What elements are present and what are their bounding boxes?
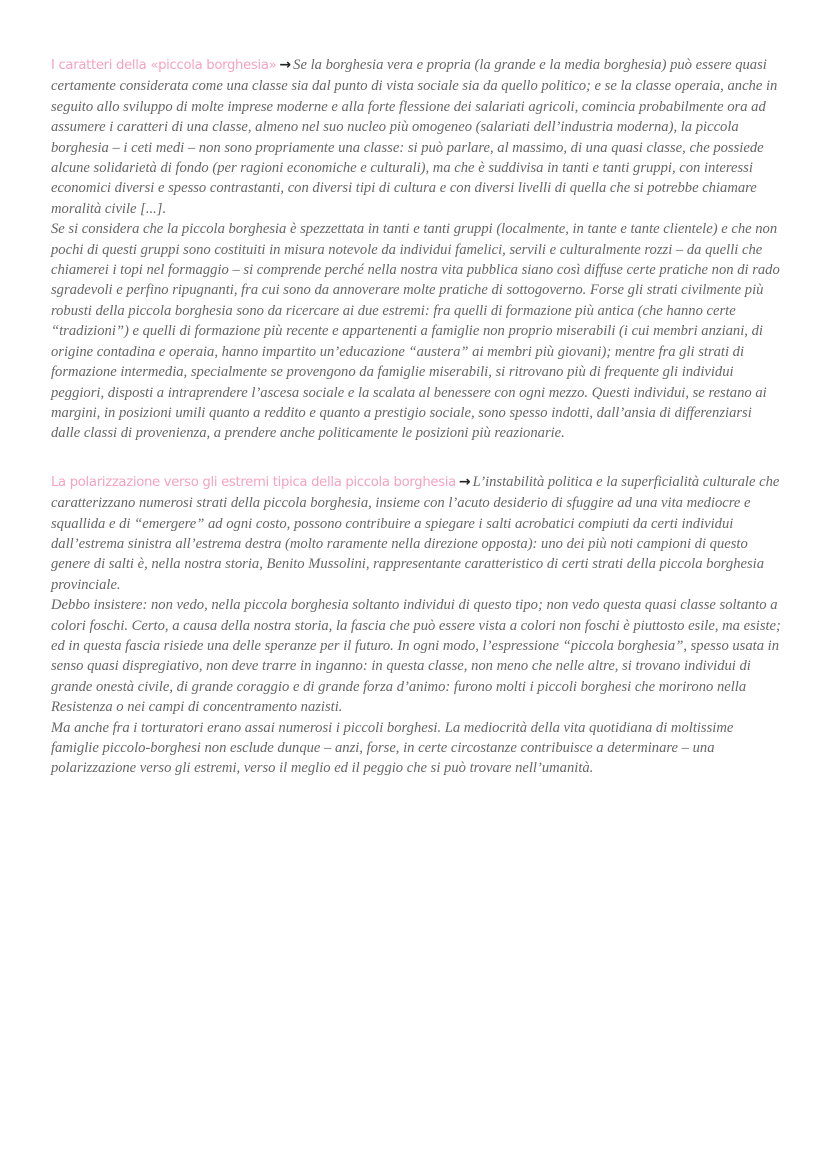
section-heading: I caratteri della «piccola borghesia»	[51, 58, 277, 73]
section-1-paragraph-2: Se si considera che la piccola borghesia è spezzettata in tanti e tanti gruppi (localmente, in tante e tante clientele) e che non pochi di questi gruppi sono costituiti in misura notevole da individui famelici, servili e culturalmente rozzi – da quelli che chiamerei i topi nel formaggio – si comprende perché nella nostra vita pubblica siano così diffuse certe pratiche non di rado sgradevoli e perfino ripugnanti, fra cui sono da annoverare molte pratiche di sottogoverno. Forse gli strati civilmente più robusti della piccola borghesia sono da ricercare ai due estremi: fra quelli di formazione più antica (che hanno certe “tradizioni”) e quelli di formazione più recente e appartenenti a famiglie non proprio miserabili (i cui membri anziani, di origine contadina e operaia, hanno impartito un’educazione “austera” ai membri più giovani); mentre fra gli strati di formazione intermedia, specialmente se provengono da famiglie miserabili, si ritrovano più di frequente gli individui peggiori, disposti a intraprendere l’ascesa sociale e la scalata al benessere con ogni mezzo. Questi individui, se restano ai margini, in posizioni umili quanto a reddito e quanto a prestigio sociale, sono spesso indotti, dall’ansia di differenziarsi dalle classi di provenienza, a prendere anche politicamente le posizioni più reazionarie.	[51, 221, 780, 442]
arrow-right-icon: →	[279, 57, 292, 73]
paragraph-text: L’instabilità politica e la superficialità culturale che caratterizzano numerosi strati della piccola borghesia, insieme con l’acuto desiderio di sfuggire ad una vita mediocre e squallida e di “emergere” ad ogni costo, possono contribuire a spiegare i salti acrobatici compiuti da certi individui dall’estrema sinistra all’estrema destra (molto raramente nella direzione opposta): uno dei più noti campioni di questo genere di salti è, nella nostra storia, Benito Mussolini, rappresentante caratteristico di certi strati della piccola borghesia provinciale.	[51, 473, 780, 593]
document-page	[51, 55, 781, 779]
arrow-right-icon: →	[458, 473, 471, 490]
section-1-paragraph-1	[51, 55, 781, 219]
section-piccola-borghesia	[51, 55, 781, 444]
section-2-paragraph-1	[51, 472, 781, 595]
section-2-paragraph-3: Ma anche fra i torturatori erano assai numerosi i piccoli borghesi. La mediocrità della vita quotidiana di moltissime famiglie piccolo-borghesi non esclude dunque – anzi, forse, in certe circostanze contribuisce a determinare – una polarizzazione verso gli estremi, verso il meglio ed il peggio che si può trovare nell’umanità.	[51, 719, 734, 777]
section-polarizzazione	[51, 472, 781, 779]
section-2-paragraph-2: Debbo insistere: non vedo, nella piccola borghesia soltanto individui di questo tipo; non vedo questa quasi classe soltanto a colori foschi. Certo, a causa della nostra storia, la fascia che può essere vista a colori non foschi è piuttosto esile, ma esiste; ed in questa fascia risiede una delle speranze per il futuro. In ogni modo, l’espressione “piccola borghesia”, spesso usata in senso quasi dispregiativo, non deve trarre in inganno: in questa classe, non meno che nelle altre, si trovano individui di grande onestà civile, di grande coraggio e di grande forza d’animo: furono molti i piccoli borghesi che morirono nella Resistenza o nei campi di concentramento nazisti.	[51, 597, 781, 716]
section-heading: La polarizzazione verso gli estremi tipica della piccola borghesia	[51, 474, 456, 490]
paragraph-text: Se la borghesia vera e propria (la grande e la media borghesia) può essere quasi certamente considerata come una classe sia dal punto di vista sociale sia da quello politico; e se la classe operaia, anche in seguito allo sviluppo di molte imprese moderne e alla forte flessione dei salariati agricoli, comincia probabilmente ora ad assumere i caratteri di una classe, almeno nel suo nucleo più omogeneo (salariati dell’industria moderna), la piccola borghesia – i ceti medi – non sono propriamente una classe: si può parlare, al massimo, di una quasi classe, che possiede alcune solidarietà di fondo (per ragioni economiche e culturali), ma che è suddivisa in tanti e tanti gruppi, con interessi economici diversi e spesso contrastanti, con diversi tipi di cultura e con diversi livelli di quella che si potrebbe chiamare moralità civile [...].	[51, 57, 778, 217]
